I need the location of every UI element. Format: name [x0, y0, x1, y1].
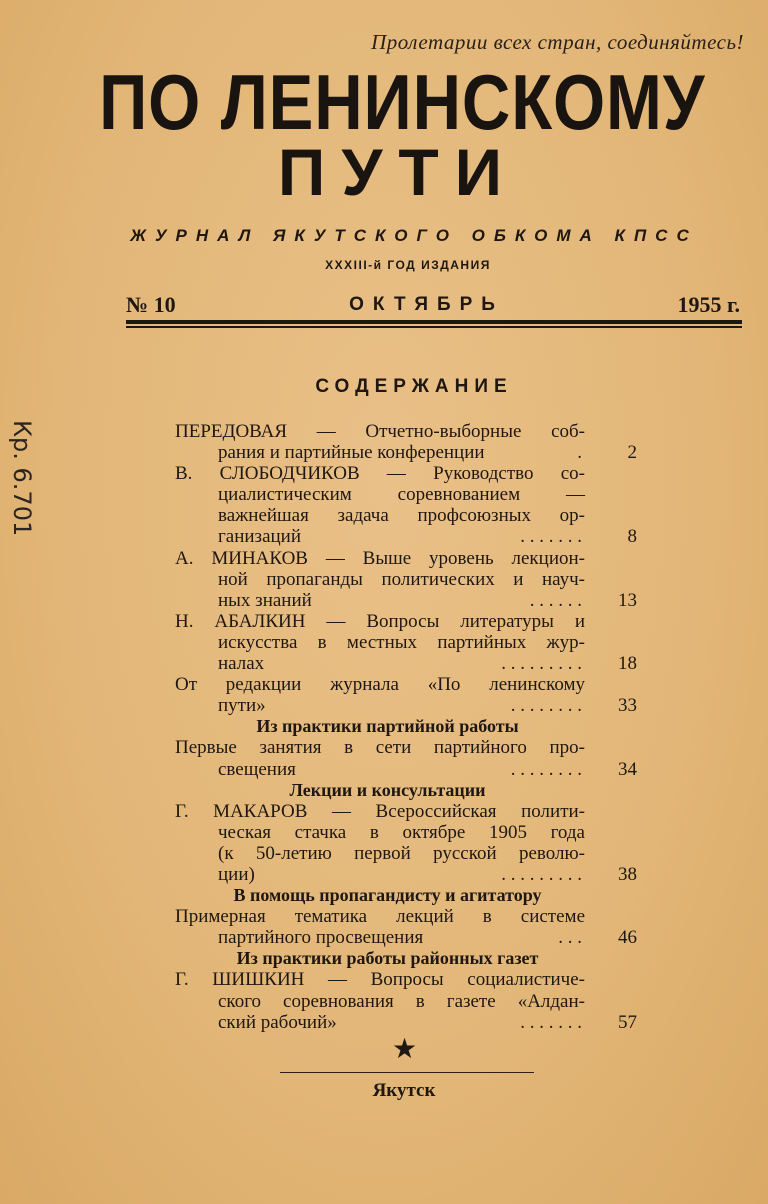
toc-entry-text: ных знаний: [218, 589, 312, 611]
toc-section-heading: Из практики работы районных газет: [236, 948, 539, 969]
toc-entry-text: ПЕРЕДОВАЯ — Отчетно-выборные соб-: [175, 421, 585, 442]
toc-entry-line: [175, 822, 637, 843]
toc-entry-text: В. СЛОБОДЧИКОВ — Руководство со-: [175, 463, 585, 485]
toc-entry-line: [175, 759, 637, 780]
toc-entry-text: важнейшая задача профсоюзных ор-: [218, 505, 585, 527]
toc-leader-dots: . . . . . .: [529, 589, 582, 611]
toc-leader-dots: . . . . . . . .: [510, 695, 582, 717]
issue-year: 1955 г.: [677, 292, 740, 317]
toc-entry-line: [175, 505, 637, 526]
toc-page-number: 38: [618, 863, 637, 885]
toc-page-number: 34: [618, 758, 637, 780]
toc-entry-text: партийного просвещения: [218, 927, 424, 949]
motto: Пролетарии всех стран, соединяйтесь!: [371, 30, 744, 54]
toc-entry-text: ции): [218, 863, 255, 885]
header-rule-thick: [126, 320, 742, 324]
toc-entry-text: От редакции журнала «По ленинскому: [175, 674, 585, 696]
toc-section-heading: В помощь пропагандисту и агитатору: [233, 885, 542, 906]
toc-entry-line: [175, 590, 637, 611]
toc-entry-text: налах: [218, 653, 265, 675]
toc-entry-text: свещения: [218, 758, 296, 780]
toc-entry-line: [175, 737, 637, 758]
toc-page-number: 18: [618, 653, 637, 675]
toc-entry-text: ческая стачка в октябре 1905 года: [218, 821, 585, 843]
toc-entry-text: ной пропаганды политических и науч-: [218, 568, 585, 590]
year-of-publication: XXXIII-й ГОД ИЗДАНИЯ: [325, 258, 491, 272]
toc-entry-text: Примерная тематика лекций в системе: [175, 906, 585, 928]
toc-entry-text: ского соревнования в газете «Алдан-: [218, 990, 585, 1012]
toc-entry-text: ганизаций: [218, 526, 302, 548]
issue-month: ОКТЯБРЬ: [349, 294, 504, 315]
issue-line: [126, 292, 740, 318]
toc-entry-line: [175, 906, 637, 927]
table-of-contents: [175, 421, 637, 1033]
toc-entry-text: искусства в местных партийных жур-: [218, 631, 585, 653]
toc-leader-dots: . . . . . . . . .: [501, 863, 582, 885]
toc-entry-line: [175, 569, 637, 590]
toc-entry-line: [175, 843, 637, 864]
toc-section-heading: Из практики партийной работы: [256, 716, 519, 737]
toc-entry-line: [175, 674, 637, 695]
toc-entry-line: [175, 1012, 637, 1033]
publication-city: Якутск: [372, 1080, 436, 1101]
toc-section-heading: Лекции и консультации: [289, 779, 486, 800]
toc-entry-text: Н. АБАЛКИН — Вопросы литературы и: [175, 610, 585, 632]
toc-entry-text: пути»: [218, 695, 266, 717]
toc-page-number: 8: [627, 526, 637, 548]
toc-entry-line: [175, 695, 637, 716]
handwritten-note: Кр. 6.701: [8, 420, 36, 537]
header-rule-thin: [126, 326, 742, 328]
journal-title-line1: ПО ЛЕНИНСКОМУ: [99, 58, 706, 146]
toc-page-number: 13: [618, 589, 637, 611]
issue-number: № 10: [126, 292, 176, 317]
toc-leader-dots: . . . . . . . . .: [501, 653, 582, 675]
toc-leader-dots: . . . . . . .: [520, 1011, 582, 1033]
toc-entry-text: Г. ШИШКИН — Вопросы социалистиче-: [175, 969, 585, 991]
star-icon: ★: [392, 1034, 418, 1065]
toc-entry-line: [175, 421, 637, 442]
toc-entry-text: Г. МАКАРОВ — Всероссийская полити-: [175, 800, 585, 822]
toc-entry-line: [175, 991, 637, 1012]
toc-entry-line: [175, 442, 637, 463]
toc-entry-line: [175, 864, 637, 885]
journal-title-line2: ПУТИ: [277, 135, 519, 209]
footer-rule: [280, 1072, 534, 1073]
contents-title: СОДЕРЖАНИЕ: [315, 376, 513, 397]
toc-entry-line: [175, 927, 637, 948]
toc-entry-text: А. МИНАКОВ — Выше уровень лекцион-: [175, 547, 585, 569]
toc-entry-text: (к 50-летию первой русской револю-: [218, 842, 585, 864]
toc-leader-dots: .: [577, 442, 582, 464]
toc-entry-text: циалистическим соревнованием —: [218, 484, 585, 506]
toc-leader-dots: . . . . . . . .: [510, 758, 582, 780]
toc-entry-line: [175, 632, 637, 653]
toc-page-number: 33: [618, 695, 637, 717]
toc-entry-text: рания и партийные конференции: [218, 442, 485, 464]
toc-entry-line: [175, 548, 637, 569]
toc-entry-text: ский рабочий»: [218, 1011, 337, 1033]
toc-entry-line: [175, 653, 637, 674]
toc-leader-dots: . . . . . . .: [520, 526, 582, 548]
toc-entry-line: [175, 463, 637, 484]
toc-entry-line: [175, 484, 637, 505]
toc-entry-text: Первые занятия в сети партийного про-: [175, 737, 585, 759]
toc-entry-line: [175, 801, 637, 822]
toc-page-number: 57: [618, 1011, 637, 1033]
toc-entry-line: [175, 611, 637, 632]
toc-entry-line: [175, 969, 637, 990]
toc-page-number: 2: [627, 442, 637, 464]
toc-leader-dots: . . .: [558, 927, 582, 949]
toc-entry-line: [175, 526, 637, 547]
journal-subtitle: ЖУРНАЛ ЯКУТСКОГО ОБКОМА КПСС: [130, 226, 698, 245]
toc-page-number: 46: [618, 927, 637, 949]
